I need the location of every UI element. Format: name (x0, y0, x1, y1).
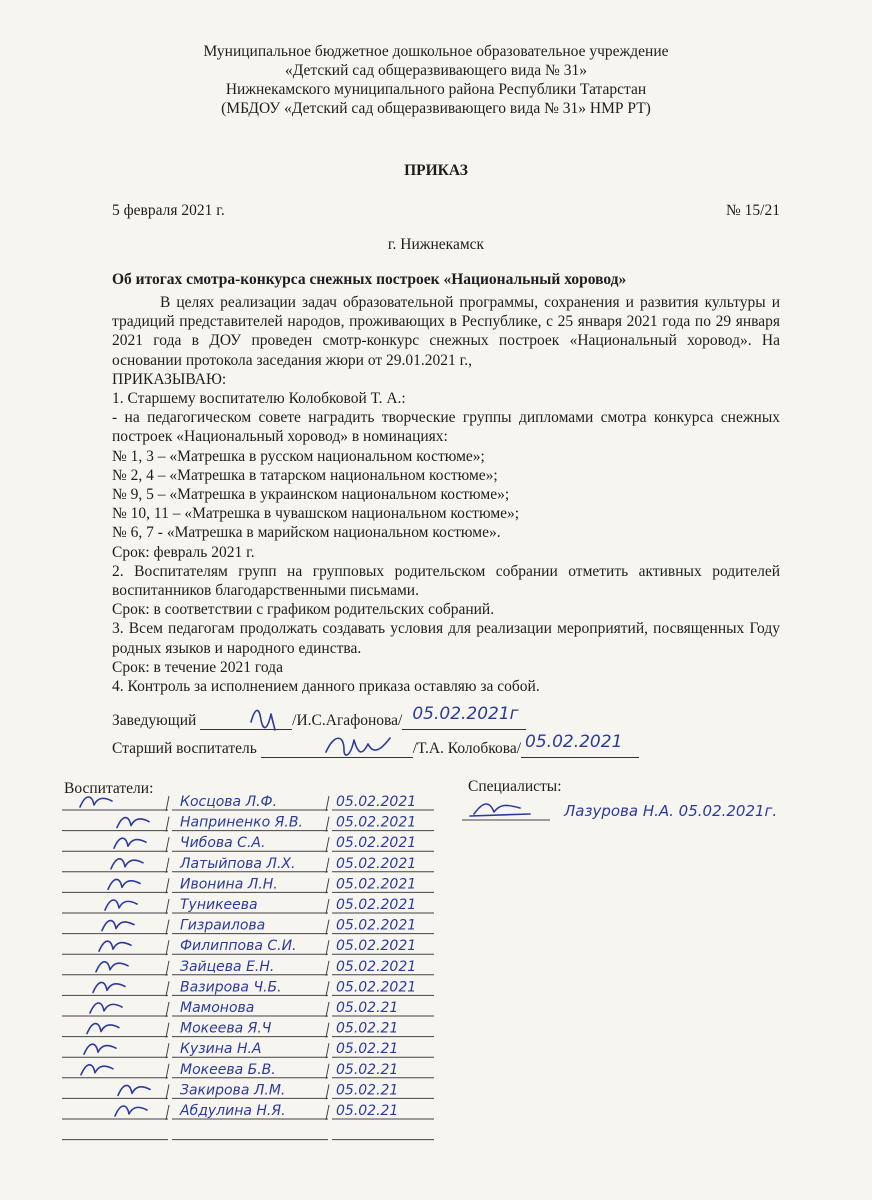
senior-name: /Т.А. Колобкова/ (412, 740, 522, 757)
educator-name: Вазирова Ч.Б. (180, 979, 282, 996)
acknowledgment-row (62, 835, 434, 852)
acknowledgment-row (62, 856, 434, 873)
document-title: ПРИКАЗ (404, 162, 468, 179)
order-item-3: 3. Всем педагогам продолжать создавать условия для реализации мероприятий, посвященных Году родных языков и народного единства. (112, 620, 780, 657)
educators-table (60, 792, 440, 1142)
order-item-1: 1. Старшему воспитателю Колобковой Т. А.: (112, 390, 406, 408)
header-line: «Детский сад общеразвивающего вида № 31» (285, 62, 587, 79)
acknowledgment-row (62, 938, 434, 955)
educator-signature (117, 818, 149, 828)
educator-signature (99, 941, 131, 951)
nomination-item: № 2, 4 – «Матрешка в татарском национальном костюме»; (112, 466, 498, 484)
educator-date: 05.02.2021 (336, 897, 417, 913)
acknowledgment-row (62, 959, 434, 976)
acknowledgment-row (62, 876, 434, 893)
educator-name: Филиппова С.И. (180, 938, 297, 955)
educator-name: Наприненко Я.В. (180, 814, 303, 831)
head-signature (245, 700, 295, 736)
senior-date: 05.02.2021 (525, 732, 623, 752)
educator-date: 05.02.2021 (336, 814, 417, 831)
document-subject: Об итогах смотра-конкурса снежных построек «Национальный хоровод» (112, 271, 627, 288)
specialist-signature (470, 804, 530, 816)
educator-signature (118, 1085, 150, 1095)
educator-name: Гизраилова (180, 917, 266, 934)
nomination-item: № 1, 3 – «Матрешка в русском национальном костюме»; (112, 447, 485, 465)
intro-paragraph: В целях реализации задач образовательной программы, сохранения и развития культуры и традиций представителей народов, проживающих в Республике, с 25 января 2021 года по 29 января 2021 года в ДОУ проведен смотр-конкурс снежных построек «Национальный хоровод». На основании протокола заседания жюри от 29.01.2021 г., (112, 294, 780, 369)
educator-signature (81, 1065, 113, 1075)
specialists-table (460, 796, 840, 826)
educator-signature (115, 1106, 147, 1116)
acknowledgment-row (62, 815, 434, 832)
educator-name: Зайцева Е.Н. (180, 958, 275, 975)
educator-date: 05.02.21 (336, 1061, 399, 1078)
acknowledgment-row (62, 1000, 434, 1017)
document-number: № 15/21 (726, 202, 780, 219)
nomination-item: № 10, 11 – «Матрешка в чувашском национальном костюме»; (112, 505, 520, 523)
acknowledgment-row (62, 1103, 434, 1120)
educator-signature (93, 982, 125, 992)
acknowledgment-row (62, 979, 434, 996)
deadline: Срок: в соответствии с графиком родительских собраний. (112, 601, 495, 619)
educator-signature (80, 797, 112, 807)
educator-name: Закирова Л.М. (180, 1082, 286, 1099)
educator-signature (96, 962, 128, 972)
educator-date: 05.02.2021 (336, 938, 417, 955)
header-line: Муниципальное бюджетное дошкольное образовательное учреждение (203, 43, 669, 60)
document-city: г. Нижнекамск (387, 236, 485, 253)
order-body (112, 293, 780, 696)
educator-signature (102, 921, 134, 931)
educator-date: 05.02.2021 (336, 794, 417, 810)
head-label: Заведующий (112, 712, 197, 729)
specialists-label: Специалисты: (468, 778, 562, 795)
educator-name: Мокеева Б.В. (180, 1061, 276, 1078)
educator-date: 05.02.2021 (336, 855, 417, 872)
nomination-item: № 9, 5 – «Матрешка в украинском национальном костюме»; (112, 486, 510, 504)
educator-signature (108, 879, 140, 889)
deadline: Срок: в течение 2021 года (112, 658, 283, 676)
acknowledgment-row (62, 1041, 434, 1058)
educator-signature (90, 1003, 122, 1013)
deadline: Срок: февраль 2021 г. (112, 543, 255, 561)
educator-date: 05.02.21 (336, 1020, 399, 1037)
educator-signature (84, 1044, 116, 1054)
educator-signature (114, 838, 146, 848)
acknowledgment-row (62, 1082, 434, 1099)
acknowledgment-row (62, 1062, 434, 1079)
header-line: Нижнекамского муниципального района Республики Татарстан (225, 81, 647, 98)
order-item-2: 2. Воспитателям групп на групповых родительском собрании отметить активных родителей воспитанников благодарственными письмами. (112, 562, 780, 600)
educator-name: Косцова Л.Ф. (180, 794, 278, 810)
educator-name: Мамонова (180, 1000, 255, 1016)
educator-date: 05.02.2021 (336, 979, 417, 996)
senior-label: Старший воспитатель (112, 740, 257, 757)
institution-header (0, 42, 872, 118)
document-date: 5 февраля 2021 г. (112, 202, 225, 219)
date-line (521, 732, 639, 758)
educator-date: 05.02.2021 (336, 958, 417, 975)
header-line: (МБДОУ «Детский сад общеразвивающего вида № 31» НМР РТ) (221, 100, 651, 117)
educator-name: Абдулина Н.Я. (180, 1103, 286, 1119)
order-word: ПРИКАЗЫВАЮ: (112, 370, 227, 388)
educator-signature (111, 859, 143, 869)
date-line (402, 704, 526, 730)
acknowledgment-row (62, 897, 434, 914)
educator-date: 05.02.21 (336, 1103, 399, 1119)
educator-date: 05.02.2021 (336, 917, 417, 934)
educator-name: Кузина Н.А (180, 1041, 262, 1058)
head-date: 05.02.2021г (412, 704, 519, 724)
educator-date: 05.02.2021 (336, 876, 417, 893)
specialist-entry: Лазурова Н.А. 05.02.2021г. (564, 802, 778, 820)
acknowledgment-row (62, 794, 434, 811)
educator-signature (105, 900, 137, 910)
educators-label: Воспитатели: (64, 780, 154, 797)
educator-signature (87, 1024, 119, 1034)
educator-date: 05.02.21 (336, 1082, 399, 1099)
order-item-1-sub: - на педагогическом совете наградить творческие группы дипломами смотра конкурса снежных построек «Национальный хоровод» в номинациях: (112, 409, 780, 446)
educator-name: Латыйпова Л.Х. (180, 855, 296, 872)
educator-date: 05.02.21 (336, 1000, 399, 1016)
educator-name: Ивонина Л.Н. (180, 876, 278, 893)
acknowledgment-row (62, 1021, 434, 1038)
head-name: /И.С.Агафонова/ (292, 712, 403, 729)
nomination-item: № 6, 7 - «Матрешка в марийском национальном костюме». (112, 524, 501, 542)
educator-date: 05.02.21 (336, 1041, 399, 1058)
educator-name: Чибова С.А. (180, 835, 266, 852)
educator-name: Туникеева (180, 897, 258, 913)
educator-date: 05.02.2021 (336, 835, 417, 852)
order-item-4: 4. Контроль за исполнением данного приказа оставляю за собой. (112, 678, 540, 696)
acknowledgment-row (62, 918, 434, 935)
senior-signature (320, 728, 400, 764)
educator-name: Мокеева Я.Ч (180, 1020, 272, 1037)
